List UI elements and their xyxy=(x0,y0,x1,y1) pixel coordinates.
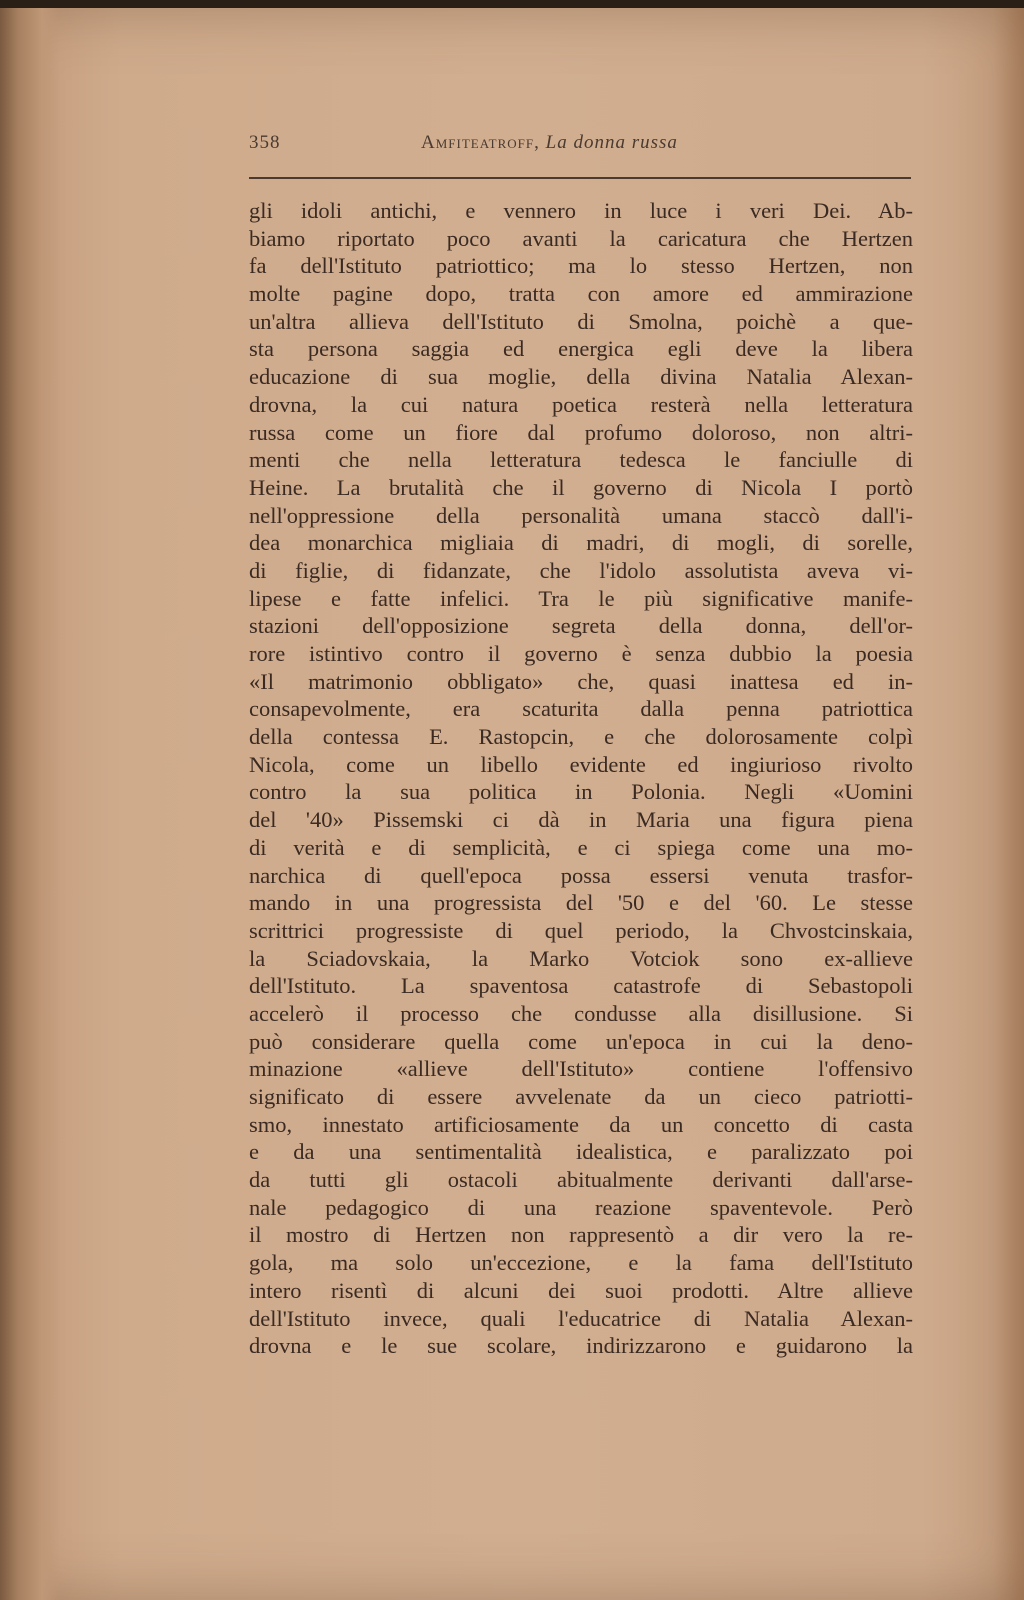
text-line: narchica di quell'epoca possa essersi venuta trasfor- xyxy=(249,862,913,888)
text-line: contro la sua politica in Polonia. Negli «Uomini xyxy=(249,779,913,805)
book-spine-shadow xyxy=(0,8,60,1600)
text-line: molte pagine dopo, tratta con amore ed ammirazione xyxy=(249,281,913,307)
text-line: dell'Istituto. La spaventosa catastrofe di Sebastopoli xyxy=(249,973,913,999)
page-number: 358 xyxy=(249,132,281,153)
text-line: «Il matrimonio obbligato» che, quasi inattesa ed in- xyxy=(249,668,913,694)
text-line: dea monarchica migliaia di madri, di mogli, di sorelle, xyxy=(249,530,913,556)
text-line: intero risentì di alcuni dei suoi prodotti. Altre allieve xyxy=(249,1277,913,1303)
text-line: del '40» Pissemski ci dà in Maria una figura piena xyxy=(249,807,913,833)
text-line: scrittrici progressiste di quel periodo, la Chvostcinskaia, xyxy=(249,917,913,943)
text-line: può considerare quella come un'epoca in cui la deno- xyxy=(249,1028,913,1054)
text-line: stazioni dell'opposizione segreta della donna, dell'or- xyxy=(249,613,913,639)
text-line: consapevolmente, era scaturita dalla penna patriottica xyxy=(249,696,913,722)
text-line: da tutti gli ostacoli abitualmente derivanti dall'arse- xyxy=(249,1167,913,1193)
header-rule xyxy=(249,177,911,179)
text-line: minazione «allieve dell'Istituto» contiene l'offensivo xyxy=(249,1056,913,1082)
text-line: la Sciadovskaia, la Marko Votciok sono ex-allieve xyxy=(249,945,913,971)
text-line: smo, innestato artificiosamente da un concetto di casta xyxy=(249,1111,913,1137)
text-line: drovna e le sue scolare, indirizzarono e guidarono la xyxy=(249,1333,913,1359)
running-head-title: La donna russa xyxy=(545,132,678,153)
text-line: menti che nella letteratura tedesca le fanciulle di xyxy=(249,447,913,473)
text-line: rore istintivo contro il governo è senza dubbio la poesia xyxy=(249,641,913,666)
text-line: sta persona saggia ed energica egli deve la libera xyxy=(249,336,913,362)
text-line: gola, ma solo un'eccezione, e la fama dell'Istituto xyxy=(249,1250,913,1276)
running-head xyxy=(421,132,678,154)
text-line: e da una sentimentalità idealistica, e paralizzato poi xyxy=(249,1139,913,1165)
text-line: Nicola, come un libello evidente ed ingiurioso rivolto xyxy=(249,751,913,777)
text-line: di figlie, di fidanzate, che l'idolo assolutista aveva vi- xyxy=(249,557,913,583)
text-line: mando in una progressista del '50 e del '60. Le stesse xyxy=(249,890,913,916)
text-line: della contessa E. Rastopcin, e che dolorosamente colpì xyxy=(249,724,913,750)
text-line: drovna, la cui natura poetica resterà nella letteratura xyxy=(249,391,913,417)
text-line: accelerò il processo che condusse alla disillusione. Si xyxy=(249,1000,913,1026)
text-line: Heine. La brutalità che il governo di Nicola I portò xyxy=(249,474,913,500)
text-line: di verità e di semplicità, e ci spiega come una mo- xyxy=(249,834,913,860)
text-line: gli idoli antichi, e vennero in luce i veri Dei. Ab- xyxy=(249,198,913,223)
text-line: biamo riportato poco avanti la caricatura che Hertzen xyxy=(249,225,913,251)
text-line: un'altra allieva dell'Istituto di Smolna, poichè a que- xyxy=(249,308,913,334)
text-line: russa come un fiore dal profumo doloroso, non altri- xyxy=(249,419,913,445)
text-line: significato di essere avvelenate da un cieco patriotti- xyxy=(249,1084,913,1109)
text-line: il mostro di Hertzen non rappresentò a dir vero la re- xyxy=(249,1222,913,1248)
text-line: nell'oppressione della personalità umana staccò dall'i- xyxy=(249,502,913,528)
text-line: lipese e fatte infelici. Tra le più significative manife- xyxy=(249,585,913,611)
page-header xyxy=(249,132,911,162)
text-line: nale pedagogico di una reazione spaventevole. Però xyxy=(249,1194,913,1220)
text-line: dell'Istituto invece, quali l'educatrice di Natalia Alexan- xyxy=(249,1305,913,1331)
text-line: educazione di sua moglie, della divina Natalia Alexan- xyxy=(249,364,913,390)
text-line: fa dell'Istituto patriottico; ma lo stesso Hertzen, non xyxy=(249,253,913,279)
running-head-author: Amfiteatroff, xyxy=(421,132,540,153)
body-text xyxy=(249,197,913,1360)
